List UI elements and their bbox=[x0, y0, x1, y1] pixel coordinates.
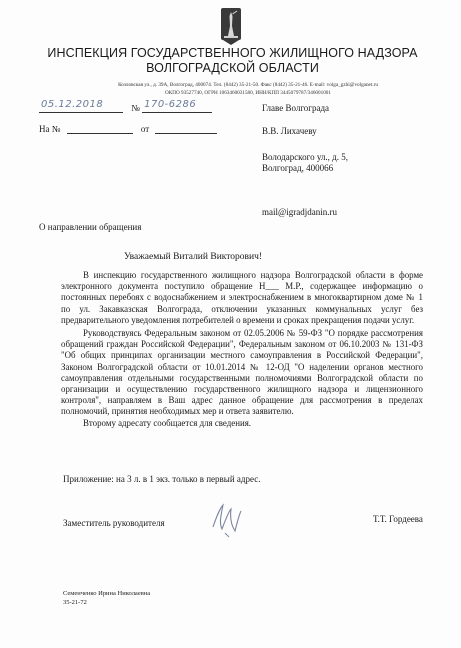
addressee-email: mail@igradjdanin.ru bbox=[262, 207, 338, 217]
org-title bbox=[40, 46, 425, 76]
addressee-line1: Главе Волгограда bbox=[262, 103, 330, 113]
date-handwritten: 05.12.2018 bbox=[41, 99, 104, 110]
registration-row-outgoing bbox=[39, 99, 212, 113]
salutation: Уважаемый Виталий Викторович! bbox=[124, 252, 263, 262]
signer-name: Т.Т. Гордеева bbox=[373, 514, 423, 524]
handwritten-signature-icon bbox=[205, 497, 255, 541]
addressee-line3: Володарского ул., д. 5, bbox=[262, 152, 348, 162]
executor-phone: 35-21-72 bbox=[63, 599, 87, 606]
body-paragraph-1: В инспекцию государственного жилищного надзора Волгоградской области в форме электронного документа поступило обращение Н___ М.Р., содержащее информацию о постоянных перебоях с водоснабжением и электроснабжением в многоквартирном доме № 1 по ул. Закавказская Волгограда, отключении указанных коммунальных услуг без предварительного уведомления потребителей о времени и сроках прекращения подачи услуг. bbox=[61, 270, 423, 325]
body-paragraph-3: Второму адресату сообщается для сведения. bbox=[83, 417, 251, 428]
volgograd-emblem-icon bbox=[220, 6, 242, 46]
contacts-line1: Козловская ул., д. 39А, Волгоград, 400074. Тел. (8442) 35-21-50. Факс (8442) 35-21-46. E-mail: volga_gzhi@volganet.ru bbox=[118, 82, 378, 88]
attachment-note: Приложение: на 3 л. в 1 экз. только в первый адрес. bbox=[63, 474, 261, 484]
from-label: от bbox=[140, 124, 150, 134]
number-handwritten: 170-6286 bbox=[144, 99, 197, 110]
executor-name: Семенченко Ирина Николаевна bbox=[63, 590, 151, 597]
body-paragraph-2: Руководствуясь Федеральным законом от 02.05.2006 № 59-ФЗ "О порядке рассмотрения обращений граждан Российской Федерации", Федеральным законом от 06.10.2003 № 131-ФЗ "Об общих принципах организации местного самоуправления в Российской Федерации", Законом Волгоградской области от 10.01.2014 № 12-ОД "О наделении органов местного самоуправления отдельными государственными полномочиями Волгоградской области по организации и осуществлению государственного жилищного надзора и лицензионного контроля", направляем в Ваш адрес данное обращение для рассмотрения в пределах полномочий, принятия необходимых мер и ответа заявителю. bbox=[61, 328, 423, 417]
letter-body bbox=[61, 270, 423, 429]
org-title-line1: ИНСПЕКЦИЯ ГОСУДАРСТВЕННОГО ЖИЛИЩНОГО НАДЗОРА bbox=[47, 46, 418, 60]
executor-block bbox=[63, 589, 150, 607]
addressee-line2: В.В. Лихачеву bbox=[262, 126, 317, 136]
contacts-line2: ОКПО 93527740, ОГРН 1063460031580, ИНН/КПП 3445079787/346001001 bbox=[165, 90, 331, 96]
registration-row-reference bbox=[39, 124, 217, 134]
ref-label: На № bbox=[39, 124, 61, 134]
number-label: № bbox=[131, 103, 140, 113]
signer-position: Заместитель руководителя bbox=[63, 518, 165, 528]
addressee-line4: Волгоград, 400066 bbox=[262, 163, 334, 173]
org-title-line2: ВОЛГОГРАДСКОЙ ОБЛАСТИ bbox=[146, 61, 319, 75]
subject-line: О направлении обращения bbox=[39, 222, 142, 232]
contacts-block bbox=[62, 81, 434, 97]
